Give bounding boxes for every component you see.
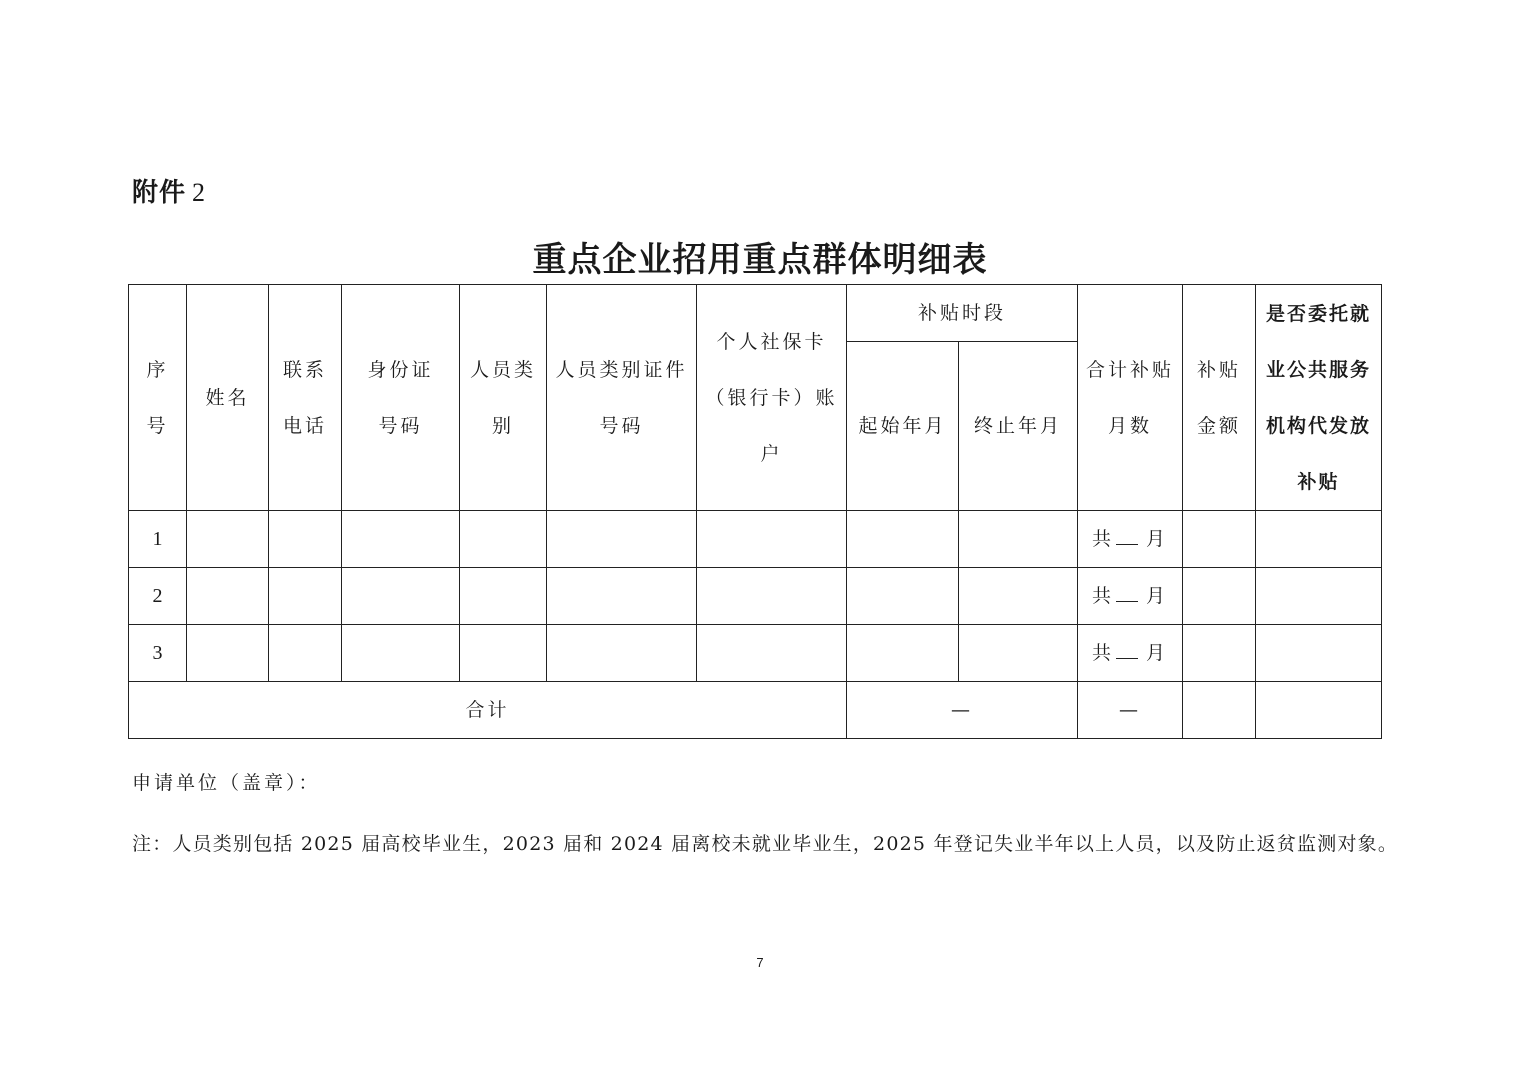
cell-entrust[interactable] [1256, 625, 1382, 682]
header-seq-line2: 号 [146, 414, 169, 437]
header-period: 补贴时段 [847, 285, 1078, 342]
total-period: — [847, 682, 1078, 739]
total-months: — [1078, 682, 1183, 739]
cell-phone[interactable] [269, 511, 342, 568]
cell-start[interactable] [847, 511, 959, 568]
row-seq: 1 [129, 511, 187, 568]
header-months-line1: 合计补贴 [1085, 358, 1174, 381]
months-prefix: 共 [1091, 528, 1114, 550]
header-phone-line1: 联系 [282, 358, 327, 381]
total-amount[interactable] [1183, 682, 1256, 739]
months-prefix: 共 [1091, 642, 1114, 664]
cell-phone[interactable] [269, 568, 342, 625]
header-months-line2: 月数 [1107, 414, 1152, 437]
cell-start[interactable] [847, 568, 959, 625]
cell-phone[interactable] [269, 625, 342, 682]
header-entrust [1256, 285, 1382, 511]
header-name: 姓名 [187, 285, 269, 511]
cell-id[interactable] [342, 511, 460, 568]
months-blank [1116, 644, 1138, 659]
total-entrust[interactable] [1256, 682, 1382, 739]
cell-end[interactable] [959, 511, 1078, 568]
cell-amount[interactable] [1183, 568, 1256, 625]
header-phone [269, 285, 342, 511]
cell-category[interactable] [460, 568, 547, 625]
applicant-label: 申请单位（盖章）： [132, 772, 321, 794]
attachment-label [132, 172, 206, 209]
header-category-line2: 别 [491, 414, 514, 437]
page-number: 7 [756, 955, 764, 970]
header-phone-line2: 电话 [282, 414, 327, 437]
cell-id[interactable] [342, 625, 460, 682]
cell-months[interactable] [1078, 511, 1183, 568]
cell-account[interactable] [697, 511, 847, 568]
cell-category-cert[interactable] [547, 511, 697, 568]
months-prefix: 共 [1091, 585, 1114, 607]
cell-name[interactable] [187, 511, 269, 568]
cell-months[interactable] [1078, 568, 1183, 625]
header-end: 终止年月 [959, 342, 1078, 511]
cell-amount[interactable] [1183, 511, 1256, 568]
page-title: 重点企业招用重点群体明细表 [532, 240, 988, 280]
header-entrust-line4: 补贴 [1297, 470, 1340, 493]
cell-account[interactable] [697, 625, 847, 682]
header-entrust-line1: 是否委托就 [1265, 302, 1371, 325]
cell-end[interactable] [959, 625, 1078, 682]
attachment-text: 附件 [132, 178, 187, 208]
table-row [129, 511, 1382, 568]
cell-category[interactable] [460, 625, 547, 682]
header-category-cert-line1: 人员类别证件 [555, 358, 688, 381]
cell-end[interactable] [959, 568, 1078, 625]
header-seq [129, 285, 187, 511]
months-blank [1116, 587, 1138, 602]
header-start: 起始年月 [847, 342, 959, 511]
cell-name[interactable] [187, 568, 269, 625]
cell-name[interactable] [187, 625, 269, 682]
cell-category-cert[interactable] [547, 625, 697, 682]
total-label: 合计 [129, 682, 847, 739]
header-entrust-line2: 业公共服务 [1265, 358, 1371, 381]
attachment-number: 2 [192, 178, 207, 207]
footnote: 注：人员类别包括 2025 届高校毕业生，2023 届和 2024 届离校未就业毕业生，2025 年登记失业半年以上人员，以及防止返贫监测对象。 [132, 833, 1399, 855]
row-seq: 3 [129, 625, 187, 682]
months-suffix: 月 [1146, 642, 1169, 664]
cell-entrust[interactable] [1256, 511, 1382, 568]
cell-id[interactable] [342, 568, 460, 625]
header-id-line2: 号码 [378, 414, 423, 437]
cell-category[interactable] [460, 511, 547, 568]
cell-category-cert[interactable] [547, 568, 697, 625]
header-id-line1: 身份证 [367, 358, 434, 381]
cell-months[interactable] [1078, 625, 1183, 682]
months-suffix: 月 [1146, 585, 1169, 607]
header-account-line1: 个人社保卡 [716, 330, 827, 353]
header-account-line3: 户 [760, 442, 783, 465]
months-suffix: 月 [1146, 528, 1169, 550]
cell-start[interactable] [847, 625, 959, 682]
cell-amount[interactable] [1183, 625, 1256, 682]
total-row [129, 682, 1382, 739]
header-amount-line1: 补贴 [1196, 358, 1241, 381]
detail-table [128, 284, 1382, 739]
cell-account[interactable] [697, 568, 847, 625]
header-category-cert [547, 285, 697, 511]
table-row [129, 625, 1382, 682]
header-id-number [342, 285, 460, 511]
header-category [460, 285, 547, 511]
months-blank [1116, 530, 1138, 545]
header-amount [1183, 285, 1256, 511]
header-account-line2: （银行卡）账 [705, 386, 838, 409]
header-seq-line1: 序 [146, 358, 169, 381]
header-account [697, 285, 847, 511]
row-seq: 2 [129, 568, 187, 625]
header-entrust-line3: 机构代发放 [1265, 414, 1371, 437]
header-category-cert-line2: 号码 [599, 414, 644, 437]
header-category-line1: 人员类 [469, 358, 536, 381]
cell-entrust[interactable] [1256, 568, 1382, 625]
header-months [1078, 285, 1183, 511]
table-row [129, 568, 1382, 625]
header-amount-line2: 金额 [1196, 414, 1241, 437]
